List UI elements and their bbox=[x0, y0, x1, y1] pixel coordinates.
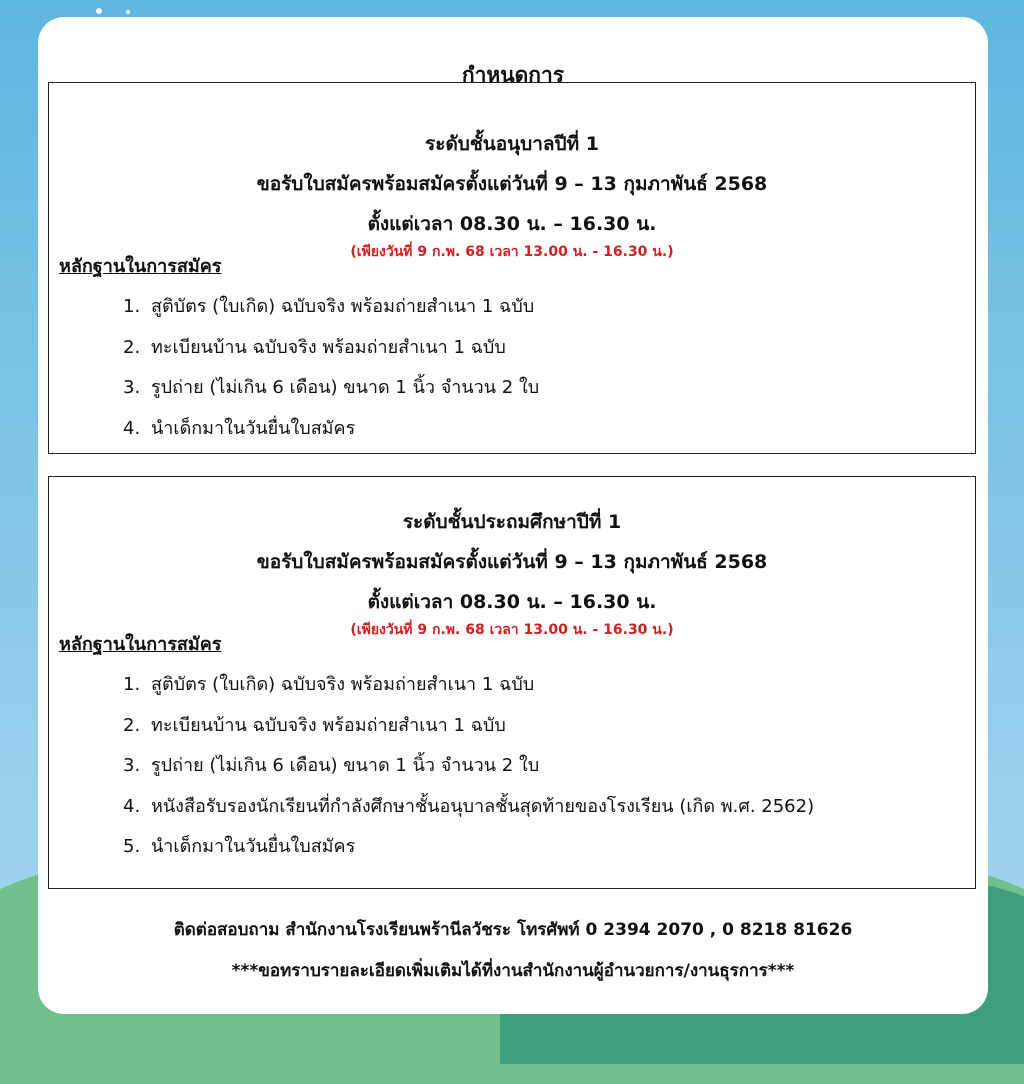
item-text: รูปถ่าย (ไม่เกิน 6 เดือน) ขนาด 1 นิ้ว จำนวน 2 ใบ bbox=[151, 755, 540, 776]
item-text: รูปถ่าย (ไม่เกิน 6 เดือน) ขนาด 1 นิ้ว จำนวน 2 ใบ bbox=[151, 377, 540, 398]
item-text: สูติบัตร (ใบเกิด) ฉบับจริง พร้อมถ่ายสำเนา 1 ฉบับ bbox=[151, 296, 535, 317]
section-level: ระดับชั้นอนุบาลปีที่ 1 bbox=[425, 133, 599, 155]
list-item bbox=[123, 710, 814, 751]
list-item bbox=[123, 332, 539, 373]
kindergarten-section bbox=[48, 82, 976, 454]
evidence-heading: หลักฐานในการสมัคร bbox=[59, 256, 222, 277]
list-item bbox=[123, 291, 539, 332]
list-item bbox=[123, 750, 814, 791]
announcement-card bbox=[38, 17, 988, 1014]
application-period: ขอรับใบสมัครพร้อมสมัครตั้งแต่วันที่ 9 – 13 กุมภาพันธ์ 2568 bbox=[256, 173, 768, 195]
evidence-heading: หลักฐานในการสมัคร bbox=[59, 634, 222, 655]
item-number: 4. bbox=[123, 417, 141, 439]
item-number: 3. bbox=[123, 377, 141, 398]
list-item bbox=[123, 669, 814, 710]
more-info-note: ***ขอทราบรายละเอียดเพิ่มเติมได้ที่งานสำนักงานผู้อำนวยการ/งานธุรการ*** bbox=[231, 961, 795, 981]
item-text: หนังสือรับรองนักเรียนที่กำลังศึกษาชั้นอนุบาลชั้นสุดท้ายของโรงเรียน (เกิด พ.ศ. 2562) bbox=[151, 795, 815, 817]
background-dot bbox=[96, 8, 102, 14]
document-title: กำหนดการ bbox=[461, 63, 565, 87]
list-item bbox=[123, 372, 539, 413]
time-note: (เพียงวันที่ 9 ก.พ. 68 เวลา 13.00 น. - 16.30 น.) bbox=[350, 622, 674, 638]
list-item bbox=[123, 831, 814, 872]
item-number: 1. bbox=[123, 296, 141, 317]
item-number: 4. bbox=[123, 795, 141, 817]
application-time: ตั้งแต่เวลา 08.30 น. – 16.30 น. bbox=[367, 213, 657, 235]
background-dot bbox=[126, 10, 130, 14]
item-number: 3. bbox=[123, 755, 141, 776]
list-item bbox=[123, 791, 814, 832]
contact-info: ติดต่อสอบถาม สำนักงานโรงเรียนพร้านีลวัชระ โทรศัพท์ 0 2394 2070 , 0 8218 81626 bbox=[173, 920, 853, 940]
item-text: นำเด็กมาในวันยื่นใบสมัคร bbox=[151, 417, 356, 439]
application-period: ขอรับใบสมัครพร้อมสมัครตั้งแต่วันที่ 9 – 13 กุมภาพันธ์ 2568 bbox=[256, 551, 768, 573]
item-text: นำเด็กมาในวันยื่นใบสมัคร bbox=[151, 836, 356, 857]
requirements-list bbox=[123, 669, 814, 872]
item-text: สูติบัตร (ใบเกิด) ฉบับจริง พร้อมถ่ายสำเนา 1 ฉบับ bbox=[151, 674, 535, 695]
time-note: (เพียงวันที่ 9 ก.พ. 68 เวลา 13.00 น. - 16.30 น.) bbox=[350, 244, 674, 260]
application-time: ตั้งแต่เวลา 08.30 น. – 16.30 น. bbox=[367, 591, 657, 613]
section-level: ระดับชั้นประถมศึกษาปีที่ 1 bbox=[402, 511, 622, 533]
primary-section bbox=[48, 476, 976, 889]
item-text: ทะเบียนบ้าน ฉบับจริง พร้อมถ่ายสำเนา 1 ฉบับ bbox=[151, 336, 506, 358]
item-text: ทะเบียนบ้าน ฉบับจริง พร้อมถ่ายสำเนา 1 ฉบับ bbox=[151, 714, 506, 736]
list-item bbox=[123, 413, 539, 454]
item-number: 2. bbox=[123, 336, 141, 358]
item-number: 5. bbox=[123, 836, 141, 857]
item-number: 2. bbox=[123, 714, 141, 736]
requirements-list bbox=[123, 291, 539, 453]
item-number: 1. bbox=[123, 674, 141, 695]
